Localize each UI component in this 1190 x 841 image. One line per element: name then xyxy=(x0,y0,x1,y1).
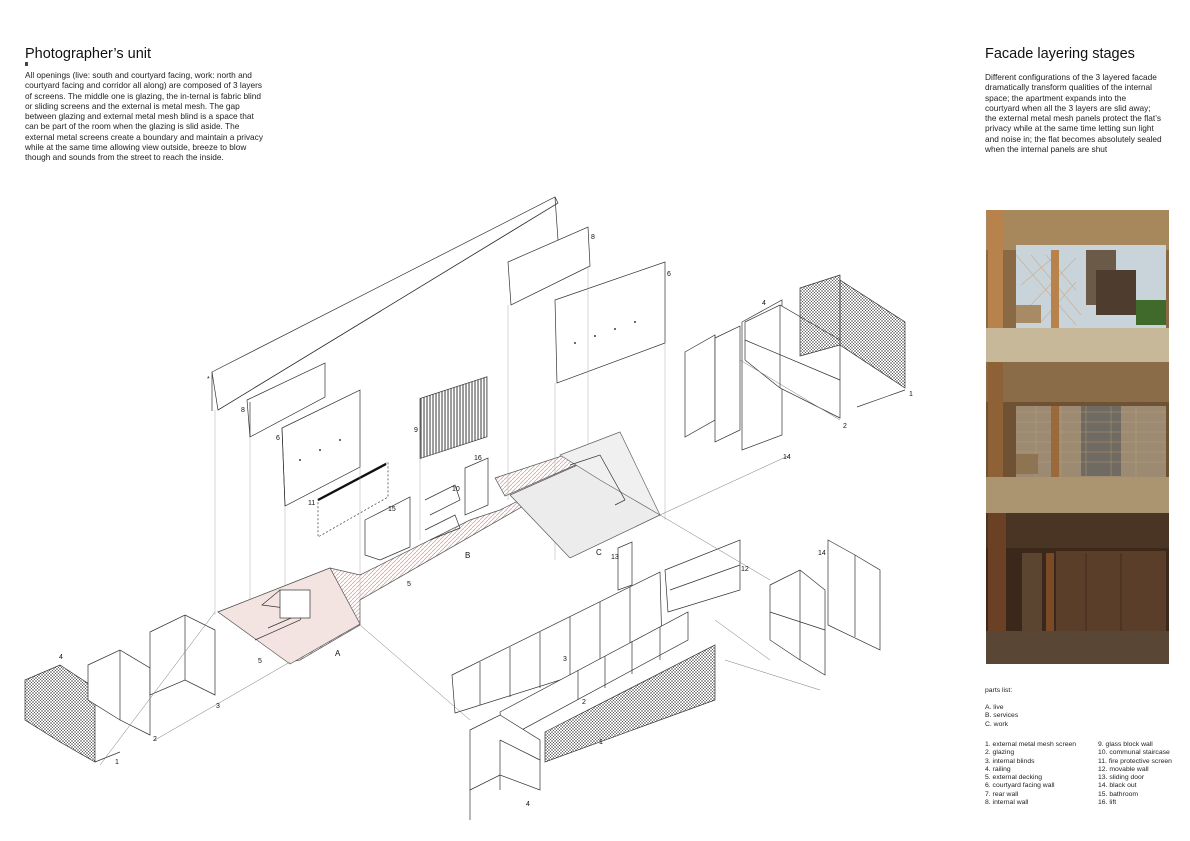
label-2-center: 2 xyxy=(582,699,586,706)
part-item: 12. movable wall xyxy=(1098,765,1149,773)
part-item: 15. bathroom xyxy=(1098,790,1139,798)
label-zone-a: A xyxy=(335,649,341,658)
work-floor xyxy=(510,432,660,558)
part-item: 13. sliding door xyxy=(1098,774,1145,782)
label-16: 16 xyxy=(474,455,482,462)
part-item: 2. glazing xyxy=(985,749,1015,757)
sliding-door xyxy=(618,542,632,590)
part-item: 1. external metal mesh screen xyxy=(985,741,1077,748)
label-13: 13 xyxy=(611,554,619,561)
facade-description: Different configurations of the 3 layered facade dramatically transform qualities of the internal space; the apartment expands into the courtyard when all the 3 layers are slid away; the external metal mesh panels protect the flat’s privacy while at the same time letting sun light and noise in; the flat becomes absolutely sealed when the internal panels are shut xyxy=(985,72,1162,155)
part-item: 14. black out xyxy=(1098,782,1137,790)
part-item: 11. fire protective screen xyxy=(1098,757,1172,765)
part-item: 6. courtyard facing wall xyxy=(985,782,1055,790)
label-5-left: 5 xyxy=(258,658,262,665)
label-3-center: 3 xyxy=(563,656,567,663)
facade-title: Facade layering stages xyxy=(985,46,1135,62)
exploded-axonometric-drawing xyxy=(0,180,980,841)
label-3-left: 3 xyxy=(216,703,220,710)
label-2-upper: 2 xyxy=(843,423,847,430)
part-item: 3. internal blinds xyxy=(985,757,1035,765)
label-8b: 8 xyxy=(591,234,595,241)
label-11: 11 xyxy=(308,500,316,507)
label-9: 9 xyxy=(414,427,418,434)
part-item: 9. glass block wall xyxy=(1098,741,1153,748)
label-zone-b: B xyxy=(465,551,471,560)
work-blackout-lower xyxy=(828,540,880,650)
glass-block-wall xyxy=(420,377,487,459)
photo-facade-sealed xyxy=(986,513,1169,664)
live-glazing-lower xyxy=(88,650,150,735)
zone-item: A. live xyxy=(985,704,1004,711)
label-12: 12 xyxy=(741,566,749,573)
zone-item: B. services xyxy=(985,712,1019,720)
label-zone-c: C xyxy=(596,548,602,557)
text-marker xyxy=(25,62,28,66)
part-item: 5. external decking xyxy=(985,774,1043,782)
part-item: 10. communal staircase xyxy=(1098,749,1170,757)
label-1-left: 1 xyxy=(115,759,119,766)
label-5-center: 5 xyxy=(407,581,411,588)
rear-wall-panel xyxy=(212,197,558,411)
unit-description: All openings (live: south and courtyard facing, work: north and courtyard facing and corridor all along) are composed of 3 layers of screens. The middle one is glazing, the in-ternal is fabric blind or sliding screens and the external is metal mesh. The gap between glazing and external metal mesh blind is a space that can be part of the room when the glazing is slid aside. The external metal screens create a boundary and maintain a privacy while at the same time allowing view outside, breeze to blow though and sounds from the street to reach the inside. xyxy=(25,70,263,163)
photo-facade-open xyxy=(986,210,1169,362)
label-star: * xyxy=(207,376,210,383)
parts-list-column-1 xyxy=(985,741,1076,807)
label-4-center: 4 xyxy=(526,801,530,808)
label-1-upper: 1 xyxy=(909,391,913,398)
label-2-left: 2 xyxy=(153,736,157,743)
zones-list xyxy=(985,704,1018,729)
movable-wall xyxy=(665,540,740,612)
part-item: 4. railing xyxy=(985,765,1011,773)
part-item: 16. lift xyxy=(1098,799,1117,807)
label-6a: 6 xyxy=(276,435,280,442)
label-15: 15 xyxy=(388,506,396,513)
unit-title: Photographer’s unit xyxy=(25,46,152,62)
label-4-left: 4 xyxy=(59,654,63,661)
courtyard-wall-panel-right xyxy=(555,262,665,383)
label-6b: 6 xyxy=(667,271,671,278)
part-item: 7. rear wall xyxy=(985,790,1019,798)
parts-list-column-2 xyxy=(1098,741,1172,807)
label-8a: 8 xyxy=(241,407,245,414)
work-glazing-lower xyxy=(770,570,825,675)
zone-item: C. work xyxy=(985,720,1009,728)
part-item: 8. internal wall xyxy=(985,799,1029,807)
parts-list-heading: parts list: xyxy=(985,687,1013,694)
label-1-center: 1 xyxy=(599,739,603,746)
label-14-upper: 14 xyxy=(783,454,791,461)
label-10: 10 xyxy=(452,486,460,493)
label-14-lower: 14 xyxy=(818,550,826,557)
photo-facade-mesh xyxy=(986,362,1169,513)
label-4-upper: 4 xyxy=(762,300,766,307)
